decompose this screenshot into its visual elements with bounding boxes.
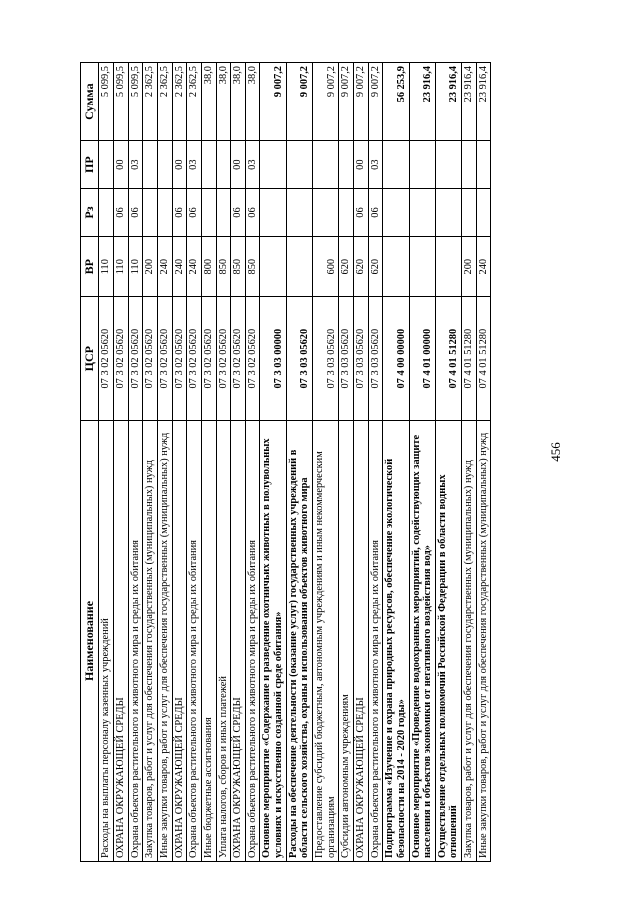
cell-name: Предоставление субсидий бюджетным, автономным учреждениям и иным некоммерческим организациям [313,420,339,861]
cell-csr: 07 3 02 05620 [158,297,173,421]
cell-name: Охрана объектов растительного и животного мира и среды их обитания [187,420,202,861]
cell-rz [339,189,354,237]
cell-name: Охрана объектов растительного и животного мира и среды их обитания [245,420,260,861]
cell-name: Закупка товаров, работ и услуг для обеспечения государственных (муниципальных) нужд [143,420,158,861]
cell-csr: 07 3 03 00000 [260,297,286,421]
table-row [383,63,409,862]
cell-csr: 07 3 02 05620 [187,297,202,421]
cell-pr: 00 [172,141,187,189]
cell-vr: 850 [216,236,231,296]
cell-csr: 07 3 02 05620 [99,297,114,421]
table-row [187,63,202,862]
rotated-page-content [80,62,600,862]
cell-sum: 9 007,2 [260,63,286,141]
cell-pr: 03 [187,141,202,189]
cell-csr: 07 3 02 05620 [143,297,158,421]
cell-vr: 620 [353,236,368,296]
cell-vr: 240 [187,236,202,296]
table-row [353,63,368,862]
cell-csr: 07 3 03 05620 [368,297,383,421]
cell-pr [339,141,354,189]
table-row [435,63,461,862]
cell-pr [462,141,477,189]
cell-rz: 06 [187,189,202,237]
table-row [114,63,129,862]
cell-sum: 56 253,9 [383,63,409,141]
cell-name: Иные закупки товаров, работ и услуг для обеспечения государственных (муниципальных) нужд [158,420,173,861]
cell-pr [201,141,216,189]
cell-rz [462,189,477,237]
budget-table [80,62,491,862]
table-row [231,63,246,862]
cell-sum: 38,0 [201,63,216,141]
cell-vr [409,236,435,296]
cell-vr: 240 [172,236,187,296]
table-row [99,63,114,862]
cell-vr: 600 [313,236,339,296]
cell-name: Закупка товаров, работ и услуг для обеспечения государственных (муниципальных) нужд [462,420,477,861]
cell-rz [409,189,435,237]
cell-csr: 07 4 01 00000 [409,297,435,421]
cell-csr: 07 3 03 05620 [339,297,354,421]
cell-pr: 03 [368,141,383,189]
table-row [286,63,312,862]
cell-csr: 07 4 01 51280 [462,297,477,421]
cell-rz: 06 [231,189,246,237]
cell-sum: 9 007,2 [339,63,354,141]
header-sum: Сумма [81,63,99,141]
cell-name: ОХРАНА ОКРУЖАЮЩЕЙ СРЕДЫ [231,420,246,861]
cell-sum: 2 362,5 [158,63,173,141]
cell-sum: 9 007,2 [313,63,339,141]
cell-vr: 240 [158,236,173,296]
cell-sum: 38,0 [216,63,231,141]
cell-vr: 620 [368,236,383,296]
cell-sum: 2 362,5 [187,63,202,141]
cell-name: ОХРАНА ОКРУЖАЮЩЕЙ СРЕДЫ [172,420,187,861]
table-row [158,63,173,862]
cell-csr: 07 3 03 05620 [353,297,368,421]
cell-name: Иные бюджетные ассигнования [201,420,216,861]
table-row [216,63,231,862]
cell-csr: 07 4 01 51280 [435,297,461,421]
cell-rz [201,189,216,237]
cell-pr [313,141,339,189]
cell-sum: 9 007,2 [353,63,368,141]
cell-pr [476,141,491,189]
cell-rz: 06 [245,189,260,237]
cell-vr [260,236,286,296]
cell-pr [435,141,461,189]
cell-vr: 110 [114,236,129,296]
cell-name: Осуществление отдельных полномочий Российской Федерации в области водных отношений [435,420,461,861]
cell-csr: 07 3 02 05620 [114,297,129,421]
cell-sum: 38,0 [231,63,246,141]
cell-name: Основное мероприятие «Проведение водоохранных мероприятий, содействующих защите населения и объектов экономики от негативного воздействия вод» [409,420,435,861]
cell-csr: 07 4 01 51280 [476,297,491,421]
cell-csr: 07 3 03 05620 [286,297,312,421]
cell-vr [435,236,461,296]
header-pr: ПР [81,141,99,189]
cell-rz [158,189,173,237]
cell-pr [158,141,173,189]
cell-vr: 850 [231,236,246,296]
cell-csr: 07 3 02 05620 [201,297,216,421]
cell-csr: 07 4 00 00000 [383,297,409,421]
cell-csr: 07 3 02 05620 [245,297,260,421]
cell-vr: 110 [128,236,143,296]
cell-rz: 06 [128,189,143,237]
cell-rz [313,189,339,237]
cell-name: Расходы на обеспечение деятельности (оказание услуг) государственных учреждений в области сельского хозяйства, охраны и использования объектов животного мира [286,420,312,861]
cell-sum: 5 099,5 [128,63,143,141]
cell-sum: 23 916,4 [476,63,491,141]
page-number: 456 [548,442,563,462]
cell-rz: 06 [114,189,129,237]
cell-pr: 03 [128,141,143,189]
cell-name: Охрана объектов растительного и животного мира и среды их обитания [368,420,383,861]
cell-pr [216,141,231,189]
cell-csr: 07 3 02 05620 [216,297,231,421]
cell-pr [260,141,286,189]
cell-sum: 5 099,5 [114,63,129,141]
cell-rz: 06 [172,189,187,237]
cell-csr: 07 3 02 05620 [231,297,246,421]
cell-csr: 07 3 02 05620 [128,297,143,421]
table-body [99,63,491,862]
cell-name: Подпрограмма «Изучение и охрана природных ресурсов, обеспечение экологической безопасности на 2014 - 2020 годы» [383,420,409,861]
table-row [409,63,435,862]
table-row [339,63,354,862]
cell-rz [286,189,312,237]
cell-name: Иные закупки товаров, работ и услуг для обеспечения государственных (муниципальных) нужд [476,420,491,861]
cell-rz [260,189,286,237]
cell-sum: 2 362,5 [172,63,187,141]
table-row [143,63,158,862]
cell-name: Субсидии автономным учреждениям [339,420,354,861]
cell-rz [383,189,409,237]
cell-pr: 00 [231,141,246,189]
cell-name: Расходы на выплаты персоналу казенных учреждений [99,420,114,861]
cell-rz [476,189,491,237]
cell-pr: 00 [114,141,129,189]
header-rz: Рз [81,189,99,237]
cell-rz: 06 [368,189,383,237]
table-row [260,63,286,862]
cell-vr: 240 [476,236,491,296]
header-name: Наименование [81,420,99,861]
cell-pr: 03 [245,141,260,189]
cell-sum: 9 007,2 [368,63,383,141]
cell-rz [435,189,461,237]
cell-vr: 200 [462,236,477,296]
cell-name: ОХРАНА ОКРУЖАЮЩЕЙ СРЕДЫ [114,420,129,861]
cell-pr [286,141,312,189]
cell-sum: 23 916,4 [462,63,477,141]
cell-sum: 38,0 [245,63,260,141]
cell-vr: 200 [143,236,158,296]
cell-name: ОХРАНА ОКРУЖАЮЩЕЙ СРЕДЫ [353,420,368,861]
cell-rz [143,189,158,237]
cell-rz [99,189,114,237]
header-csr: ЦСР [81,297,99,421]
table-row [172,63,187,862]
cell-rz: 06 [353,189,368,237]
cell-pr [409,141,435,189]
cell-pr [383,141,409,189]
cell-rz [216,189,231,237]
cell-vr: 850 [245,236,260,296]
cell-vr: 800 [201,236,216,296]
cell-vr: 110 [99,236,114,296]
table-row [368,63,383,862]
table-row [245,63,260,862]
cell-pr [143,141,158,189]
cell-vr [286,236,312,296]
cell-sum: 5 099,5 [99,63,114,141]
table-row [462,63,477,862]
header-vr: ВР [81,236,99,296]
table-row [476,63,491,862]
cell-sum: 23 916,4 [435,63,461,141]
cell-vr [383,236,409,296]
cell-pr: 00 [353,141,368,189]
cell-sum: 23 916,4 [409,63,435,141]
cell-name: Уплата налогов, сборов и иных платежей [216,420,231,861]
cell-sum: 9 007,2 [286,63,312,141]
cell-csr: 07 3 02 05620 [172,297,187,421]
table-header-row [81,63,99,862]
cell-name: Охрана объектов растительного и животного мира и среды их обитания [128,420,143,861]
table-row [313,63,339,862]
table-row [201,63,216,862]
table-row [128,63,143,862]
cell-vr: 620 [339,236,354,296]
cell-sum: 2 362,5 [143,63,158,141]
cell-csr: 07 3 03 05620 [313,297,339,421]
cell-name: Основное мероприятие «Содержание и разведение охотничьих животных в полувольных условиях и искусственно созданной среде обитания» [260,420,286,861]
cell-pr [99,141,114,189]
